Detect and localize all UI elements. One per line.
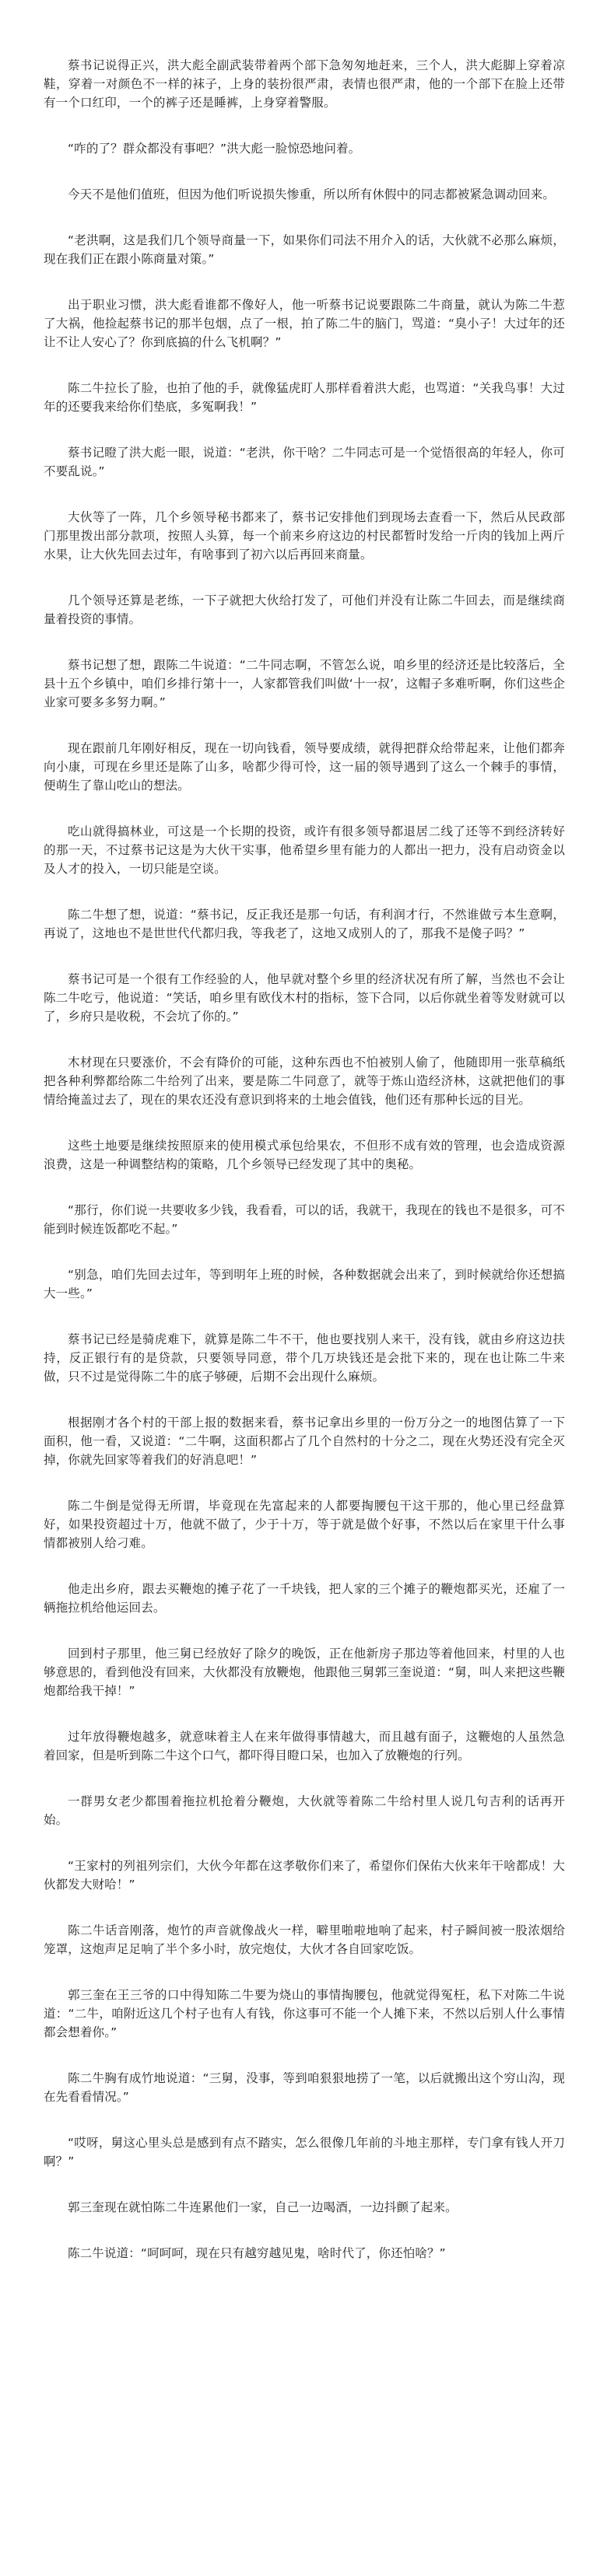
paragraph: “王家村的列祖列宗们，大伙今年都在这孝敬你们来了，希望你们保佑大伙来年干啥都成！大伙都发大财哈！”	[44, 1859, 565, 1892]
paragraph: 陈二牛倒是觉得无所谓，毕竟现在先富起来的人都要掏腰包干这干那的，他心里已经盘算好，如果投资超过十万，他就不做了，少于十万，等于就是做个好事，不然以后在家里干什么事情都被别人给刁难。	[44, 1499, 565, 1550]
paragraph: 木材现在只要涨价，不会有降价的可能，这种东西也不怕被别人偷了，他随即用一张草稿纸把各种利弊都给陈二牛给列了出来，要是陈二牛同意了，就等于炼山造经济林，这就把他们的事情给掩盖过去了，现在的果农还没有意识到将来的土地会值钱，他们还有那种长远的目光。	[44, 1055, 565, 1107]
paragraph: 大伙等了一阵，几个乡领导秘书都来了，蔡书记安排他们到现场去查看一下，然后从民政部门那里拨出部分款项，按照人头算，每一个前来乡府这边的村民都暂时发给一斤肉的钱加上两斤水果，让大伙先回去过年，有啥事到了初六以后再回来商量。	[44, 510, 565, 562]
paragraph: 出于职业习惯，洪大彪看谁都不像好人，他一听蔡书记说要跟陈二牛商量，就认为陈二牛惹了大祸，他捡起蔡书记的那半包烟，点了一根，拍了陈二牛的脑门，骂道：“臭小子！大过年的还让不让人安心了？你到底搞的什么飞机啊？”	[44, 298, 565, 349]
paragraph: 他走出乡府，跟去买鞭炮的摊子花了一千块钱，把人家的三个摊子的鞭炮都买光，还雇了一辆拖拉机给他运回去。	[44, 1582, 565, 1615]
paragraph: 郭三奎在王三爷的口中得知陈二牛要为烧山的事情掏腰包，他就觉得冤枉，私下对陈二牛说道：“二牛，咱附近这几个村子也有人有钱，你这事可不能一个人摊下来，不然以后别人什么事情都会想着你。”	[44, 1988, 565, 2039]
paragraph: 陈二牛想了想，说道：“蔡书记，反正我还是那一句话，有利润才行，不然谁做亏本生意啊，再说了，这地也不是世世代代都归我，等我老了，这地又成别人的了，那我不是傻子吗？”	[44, 908, 565, 940]
paragraph: “咋的了？群众都没有事吧？”洪大彪一脸惊恐地问着。	[68, 142, 361, 156]
paragraph: 根据刚才各个村的干部上报的数据来看，蔡书记拿出乡里的一份万分之一的地图估算了一下面积，他一看，又说道：“二牛啊，这面积都占了几个自然村的十分之二，现在火势还没有完全灭掉，你就先回家等着我们的好消息吧！”	[44, 1416, 565, 1467]
paragraph: 陈二牛胸有成竹地说道：“三舅，没事，等到咱狠狠地捞了一笔，以后就搬出这个穷山沟，现在先看看情况。”	[44, 2071, 565, 2104]
paragraph: 现在跟前几年刚好相反，现在一切向钱看，领导要成绩，就得把群众给带起来，让他们都奔向小康，可现在乡里还是陈了山多，啥都少得可怜，这一届的领导遇到了这么一个棘手的事情，便萌生了靠山吃山的想法。	[44, 741, 565, 793]
paragraph: 陈二牛话音刚落，炮竹的声音就像战火一样，噼里啪啦地响了起来，村子瞬间被一股浓烟给笼罩，这炮声足足响了半个多小时，放完炮仗，大伙才各自回家吃饭。	[44, 1923, 565, 1956]
paragraph: 蔡书记瞪了洪大彪一眼，说道：“老洪，你干啥？二牛同志可是一个觉悟很高的年轻人，你可不要乱说。”	[44, 446, 565, 478]
paragraph: 一群男女老少都围着拖拉机抢着分鞭炮，大伙就等着陈二牛给村里人说几句吉利的话再开始。	[44, 1794, 565, 1827]
paragraph: 几个领导还算是老练，一下子就把大伙给打发了，可他们并没有让陈二牛回去，而是继续商量着投资的事情。	[44, 593, 565, 626]
paragraph: 蔡书记可是一个很有工作经验的人，他早就对整个乡里的经济状况有所了解，当然也不会让陈二牛吃亏，他说道：“笑话，咱乡里有欧伐木村的指标，签下合同，以后你就坐着等发财就可以了，乡府只是收税，不会坑了你的。”	[44, 972, 565, 1024]
paragraph: “那行，你们说一共要收多少钱，我看看，可以的话，我就干，我现在的钱也不是很多，可不能到时候连饭都吃不起。”	[44, 1203, 565, 1236]
paragraph: 蔡书记说得正兴，洪大彪全副武装带着两个部下急匆匆地赶来，三个人，洪大彪脚上穿着凉鞋，穿着一对颜色不一样的袜子，上身的装扮很严肃，表情也很严肃，他的一个部下在脸上还带有一个口红印，一个的裤子还是睡裤，上身穿着警服。	[44, 58, 565, 110]
paragraph: “别急，咱们先回去过年，等到明年上班的时候，各种数据就会出来了，到时候就给你还想搞大一些。”	[44, 1268, 565, 1300]
paragraph: 过年放得鞭炮越多，就意味着主人在来年做得事情越大，而且越有面子，这鞭炮的人虽然急着回家，但是听到陈二牛这个口气，都吓得目瞪口呆，也加入了放鞭炮的行列。	[44, 1730, 565, 1762]
paragraph: “哎呀，舅这心里头总是感到有点不踏实，怎么很像几年前的斗地主那样，专门拿有钱人开刀啊？”	[44, 2136, 565, 2168]
paragraph: 今天不是他们值班，但因为他们听说损失惨重，所以所有休假中的同志都被紧急调动回来。	[68, 187, 556, 201]
paragraph: 陈二牛说道：“呵呵呵，现在只有越穷越见鬼，啥时代了，你还怕啥？”	[68, 2246, 446, 2260]
paragraph: 回到村子那里，他三舅已经放好了除夕的晚饭，正在他新房子那边等着他回来，村里的人也够意思的，看到他没有回来，大伙都没有放鞭炮，他跟他三舅郭三奎说道：“舅，叫人来把这些鞭炮都给我干掉！”	[44, 1647, 565, 1698]
paragraph: 蔡书记想了想，跟陈二牛说道：“二牛同志啊，不管怎么说，咱乡里的经济还是比较落后，全县十五个乡镇中，咱们乡排行第十一，人家都管我们叫做‘十一叔’，这帽子多难听啊，你们这些企业家可要多多努力啊。”	[44, 658, 565, 709]
paragraph: 蔡书记已经是骑虎难下，就算是陈二牛不干，他也要找别人来干，没有钱，就由乡府这边扶持，反正银行有的是贷款，只要领导同意，带个几万块钱还是会批下来的，现在也让陈二牛来做，只不过是觉得陈二牛的底子够硬，后期不会出现什么麻烦。	[44, 1332, 565, 1384]
paragraph: “老洪啊，这是我们几个领导商量一下，如果你们司法不用介入的话，大伙就不必那么麻烦，现在我们正在跟小陈商量对策。”	[44, 233, 565, 266]
paragraph: 郭三奎现在就怕陈二牛连累他们一家，自己一边喝酒，一边抖颤了起来。	[68, 2200, 458, 2214]
paragraph: 吃山就得搞林业，可这是一个长期的投资，或许有很多领导都退居二线了还等不到经济转好的那一天，不过蔡书记这是为大伙干实事，他希望乡里有能力的人都出一把力，没有启动资金以及人才的投入，一切只能是空谈。	[44, 824, 565, 876]
paragraph: 这些土地要是继续按照原来的使用模式承包给果农，不但形不成有效的管理，也会造成资源浪费，这是一种调整结构的策略，几个乡领导已经发现了其中的奥秘。	[44, 1139, 565, 1171]
paragraph: 陈二牛拉长了脸，也拍了他的手，就像猛虎盯人那样看着洪大彪，也骂道：“关我鸟事！大过年的还要我来给你们垫底，多冤啊我！”	[44, 381, 565, 414]
